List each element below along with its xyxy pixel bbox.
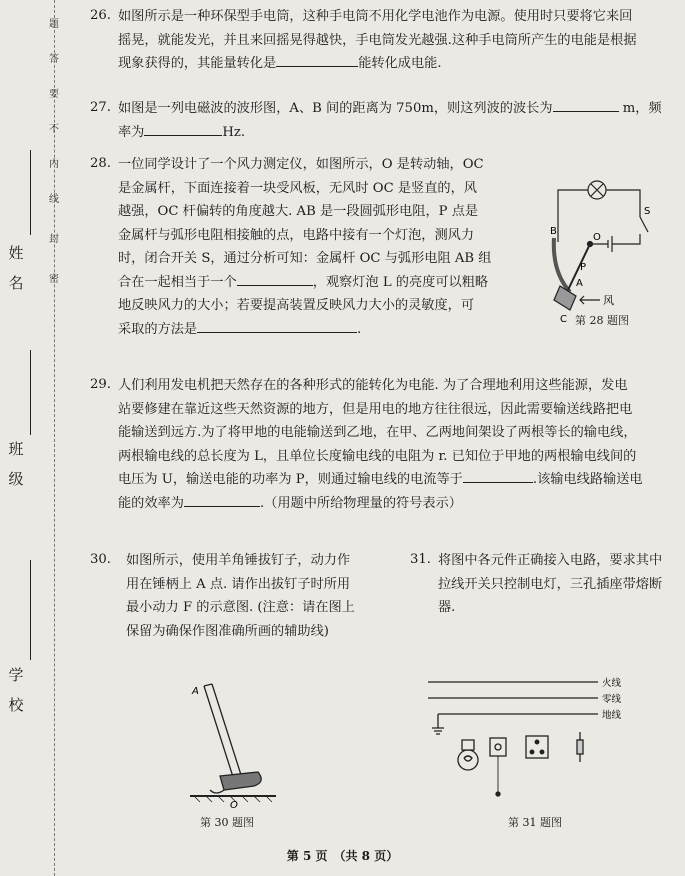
seal-char: 内 (49, 159, 59, 170)
text-line: 一位同学设计了一个风力测定仪，如图所示，O 是转动轴，OC (118, 157, 484, 172)
text-line: 最小动力 F 的示意图. (注意：请在图上 (126, 600, 355, 615)
figure-caption: 第 30 题图 (200, 816, 254, 829)
label-s: S (644, 206, 651, 217)
seal-char: 答 (49, 54, 59, 65)
text-line: 能转化成电能. (358, 56, 442, 71)
text-line: 保留为确保作图准确所画的辅助线) (126, 623, 329, 639)
label-live: 火线 (602, 678, 622, 689)
seal-char: 题 (49, 19, 59, 30)
question-number: 29. (90, 377, 111, 392)
hammer-figure (180, 672, 290, 812)
battery-icon (608, 236, 612, 252)
answer-blank[interactable] (237, 271, 313, 286)
pull-switch-icon (490, 738, 506, 756)
bulb-icon (458, 750, 478, 770)
text-line: 用在锤柄上 A 点. 请作出拔钉子时所用 (126, 576, 351, 592)
text-line: 人们利用发电机把天然存在的各种形式的能转化为电能. 为了合理地利用这些能源，发电 (118, 378, 628, 393)
hammer-handle (204, 684, 242, 780)
seal-char: 要 (49, 89, 59, 100)
text-line: 如图是一列电磁波的波形图，A、B 间的距离为 750m，则这列波的波长为 (118, 101, 553, 116)
answer-blank[interactable] (463, 468, 533, 483)
text-line: 站要修建在靠近这些天然资源的地方，但是用电的地方往往很远，因此需要输送线路把电 (118, 401, 633, 417)
arc-resistor (554, 238, 570, 292)
binding-strip (0, 0, 70, 876)
text-line: 采取的方法是 (118, 321, 198, 337)
label-b: B (550, 226, 557, 237)
text-line: 能输送到远方.为了将甲地的电能输送到乙地，在甲、乙两地间架设了两根等长的输电线， (118, 425, 637, 440)
label-p: P (580, 262, 587, 273)
label-a: A (576, 278, 583, 289)
question-number: 30. (90, 552, 111, 567)
text-line: . (357, 321, 362, 337)
school-text: 学 校 (8, 666, 24, 714)
text-line: 时，闭合开关 S，通过分析可知：金属杆 OC 与弧形电阻 AB 组 (118, 251, 492, 266)
text-line: .该输电线路输送电 (532, 472, 643, 487)
question-number: 28. (90, 156, 111, 171)
text-line: 越强，OC 杆偏转的角度越大. AB 是一段圆弧形电阻，P 点是 (118, 204, 479, 219)
seal-char: 不 (49, 124, 59, 135)
figure-caption: 第 28 题图 (575, 314, 629, 327)
school-blank (30, 560, 31, 660)
fuse-icon (577, 740, 583, 754)
ground-symbol-icon (432, 714, 444, 734)
question-number: 27. (90, 100, 111, 115)
question-text (126, 549, 396, 643)
answer-blank[interactable] (276, 52, 358, 67)
text-line: 地反映风力的大小；若要提高装置反映风力大小的灵敏度，可 (118, 298, 475, 313)
text-line: 拉线开关只控制电灯，三孔插座带熔断 (438, 576, 663, 592)
text-line: 器. (438, 600, 456, 615)
socket-hole (540, 750, 544, 754)
label-o: O (593, 232, 601, 243)
label-c: C (560, 314, 567, 325)
name-text: 姓 名 (8, 244, 24, 292)
wind-arrow-icon (580, 296, 600, 304)
text-line: 电压为 U，输送电能的功率为 P，则通过输电线的电流等于 (118, 472, 463, 487)
label-wind: 风 (603, 294, 614, 307)
figure-caption: 第 31 题图 (508, 816, 562, 829)
seal-char: 线 (49, 194, 59, 205)
label-neutral: 零线 (602, 694, 622, 705)
switch-icon (640, 217, 648, 232)
text-line: 摇晃，就能发光，并且来回摇晃得越快，手电筒发光越强.这种手电筒所产生的电能是根据 (118, 32, 637, 48)
text-line: Hz. (222, 124, 246, 140)
socket-hole (535, 740, 539, 744)
pull-switch-knob (495, 744, 501, 750)
text-line: 两根输电线的总长度为 L，且单位长度输电线的电阻为 r. 已知位于甲地的两根输电线间的 (118, 448, 637, 464)
text-line: 将图中各元件正确接入电路，要求其中 (438, 553, 663, 568)
class-text: 班 级 (8, 440, 24, 488)
lamp-holder (462, 740, 474, 750)
handle-end (204, 684, 212, 686)
question-text (118, 97, 678, 144)
hammer-head (220, 772, 261, 790)
text-line: 现象获得的，其能量转化是 (118, 56, 277, 71)
text-line: m，频 (622, 101, 662, 116)
text-line: 合在一起相当于一个 (118, 274, 237, 290)
text-line: 率为 (118, 124, 145, 140)
text-line: 是金属杆，下面连接着一块受风板，无风时 OC 是竖直的，风 (118, 180, 477, 196)
seal-char: 封 (49, 234, 59, 245)
question-text (118, 5, 678, 76)
label-ground: 地线 (602, 710, 622, 721)
text-line: .（用题中所给物理量的符号表示） (259, 495, 462, 511)
claw (210, 790, 224, 793)
label-a: A (192, 686, 199, 697)
answer-blank[interactable] (184, 492, 260, 507)
text-line: 如图所示，使用羊角锤拔钉子，动力作 (126, 553, 351, 568)
question-number: 26. (90, 8, 111, 23)
lamp-cross (591, 184, 603, 196)
answer-blank[interactable] (553, 97, 619, 112)
class-label (8, 442, 24, 487)
school-label (8, 668, 24, 713)
wind-meter-figure (540, 172, 675, 332)
wire (612, 234, 640, 244)
page-footer: 第 5 页 （共 8 页） (286, 849, 399, 863)
answer-blank[interactable] (197, 318, 357, 333)
answer-blank[interactable] (144, 121, 222, 136)
text-line: 如图所示是一种环保型手电筒，这种手电筒不用化学电池作为电源。使用时只要将它来回 (118, 9, 633, 24)
filament (464, 756, 472, 761)
household-circuit-figure (420, 670, 645, 810)
wire (606, 190, 640, 217)
name-blank (30, 150, 31, 235)
pull-cord-end (496, 792, 500, 796)
question-text (118, 153, 538, 341)
text-line: 金属杆与弧形电阻相接触的点，电路中接有一个灯泡，测风力 (118, 227, 475, 243)
name-label (8, 246, 24, 291)
text-line: 能的效率为 (118, 495, 184, 511)
question-text (118, 374, 683, 515)
label-o: O (230, 800, 238, 811)
wire (558, 190, 588, 242)
text-line: ，观察灯泡 L 的亮度可以粗略 (312, 274, 489, 290)
seal-char: 密 (49, 274, 59, 285)
question-text (438, 549, 678, 620)
wind-plate (554, 286, 576, 310)
socket-hole (530, 750, 534, 754)
socket-icon (526, 736, 548, 758)
class-blank (30, 350, 31, 435)
question-number: 31. (410, 552, 431, 567)
